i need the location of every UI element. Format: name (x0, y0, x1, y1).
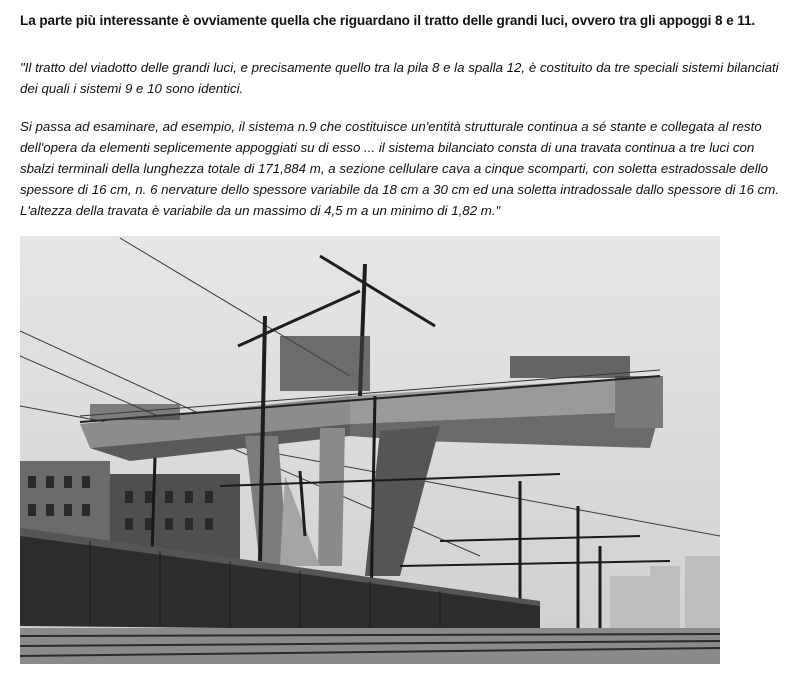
railway-tracks (20, 628, 720, 664)
quote-paragraph-2: Si passa ad esaminare, ad esempio, il sistema n.9 che costituisce un'entità strutturale continua a sé stante e collegata al resto dell'opera da elementi seplicemente appoggiati su di esso ... il sistema bilanciato consta di una travata continua a tre luci con sbalzi terminali della lunghezza totale di 171,884 m, a sezione cellulare cava a cinque scomparti, con soletta estradossale dello spessore di 16 cm, n. 6 nervature dello spessore variabile da 18 cm a 30 cm ed una soletta intradossale dallo spessore di 16 cm. L'altezza della travata è variabile da un massimo di 4,5 m a un minimo di 1,82 m." (20, 119, 780, 218)
viaduct-photo-drawing (20, 236, 720, 664)
viaduct-construction-photo (20, 236, 720, 664)
quote-paragraph-1: "Il tratto del viadotto delle grandi luci, e precisamente quello tra la pila 8 e la spalla 12, è costituito da tre speciali sistemi bilanciati dei quali i sistemi 9 e 10 sono identici. (20, 60, 779, 96)
page-heading: La parte più interessante è ovviamente quella che riguardano il tratto delle grandi luci, ovvero tra gli appoggi 8 e 11. (20, 13, 756, 28)
